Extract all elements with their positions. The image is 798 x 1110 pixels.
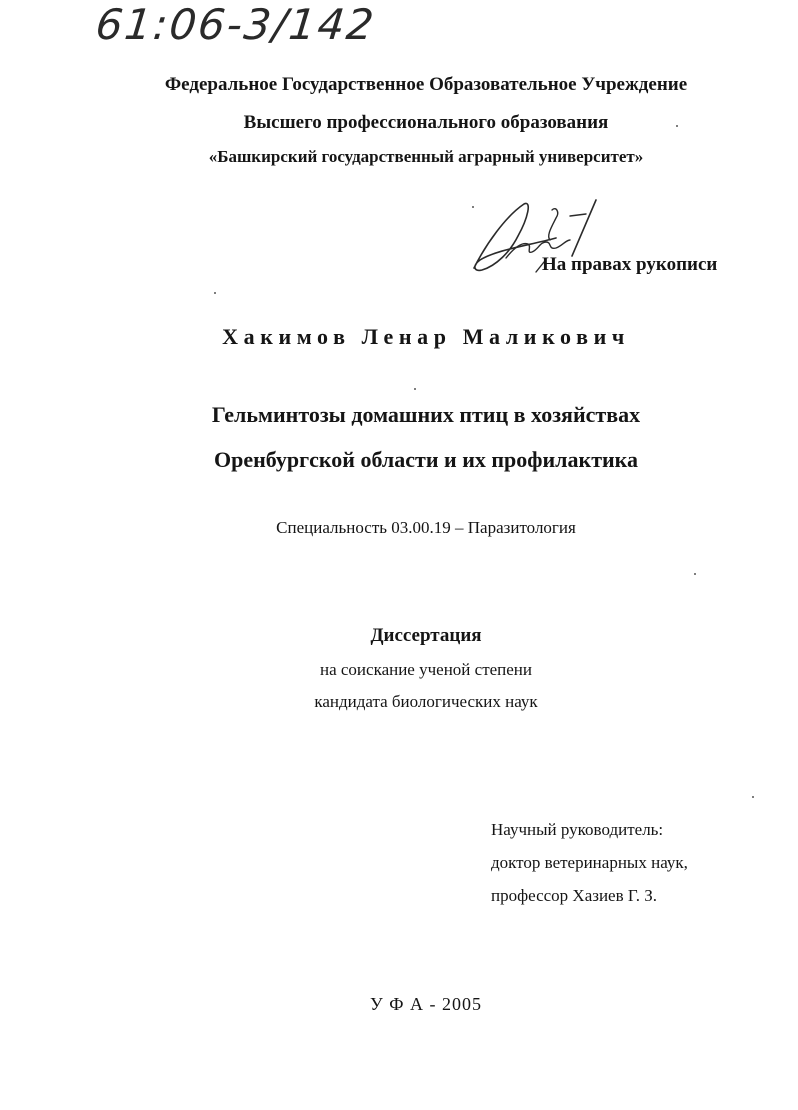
degree-line-1: на соискание ученой степени: [319, 660, 533, 679]
dissertation-title-line-1: Гельминтозы домашних птиц в хозяйствах: [211, 402, 641, 427]
scan-speck: [676, 125, 678, 127]
institution-line-2: Высшего профессионального образования: [243, 112, 609, 133]
scan-speck: [214, 292, 216, 294]
advisor-label: Научный руководитель:: [491, 820, 664, 839]
institution-line-3: «Башкирский государственный аграрный университет»: [208, 147, 644, 166]
author-name: Хакимов Ленар Маликович: [222, 324, 630, 349]
scan-speck: [694, 573, 696, 575]
advisor-name: профессор Хазиев Г. З.: [491, 886, 658, 905]
scan-speck: [752, 796, 754, 798]
dissertation-title-line-2: Оренбургской области и их профилактика: [213, 447, 639, 472]
specialty-line: Специальность 03.00.19 – Паразитология: [276, 518, 576, 537]
degree-line-2: кандидата биологических наук: [314, 692, 538, 711]
scan-speck: [414, 388, 416, 390]
document-type: Диссертация: [370, 625, 482, 646]
city-year: У Ф А - 2005: [370, 994, 482, 1014]
advisor-degree: доктор ветеринарных наук,: [491, 853, 688, 872]
scan-speck: [472, 206, 474, 208]
handwritten-catalog-number: 61:06-3/142: [93, 0, 378, 49]
institution-line-1: Федеральное Государственное Образовательное Учреждение: [164, 74, 688, 95]
manuscript-rights-label: На правах рукописи: [542, 254, 718, 275]
